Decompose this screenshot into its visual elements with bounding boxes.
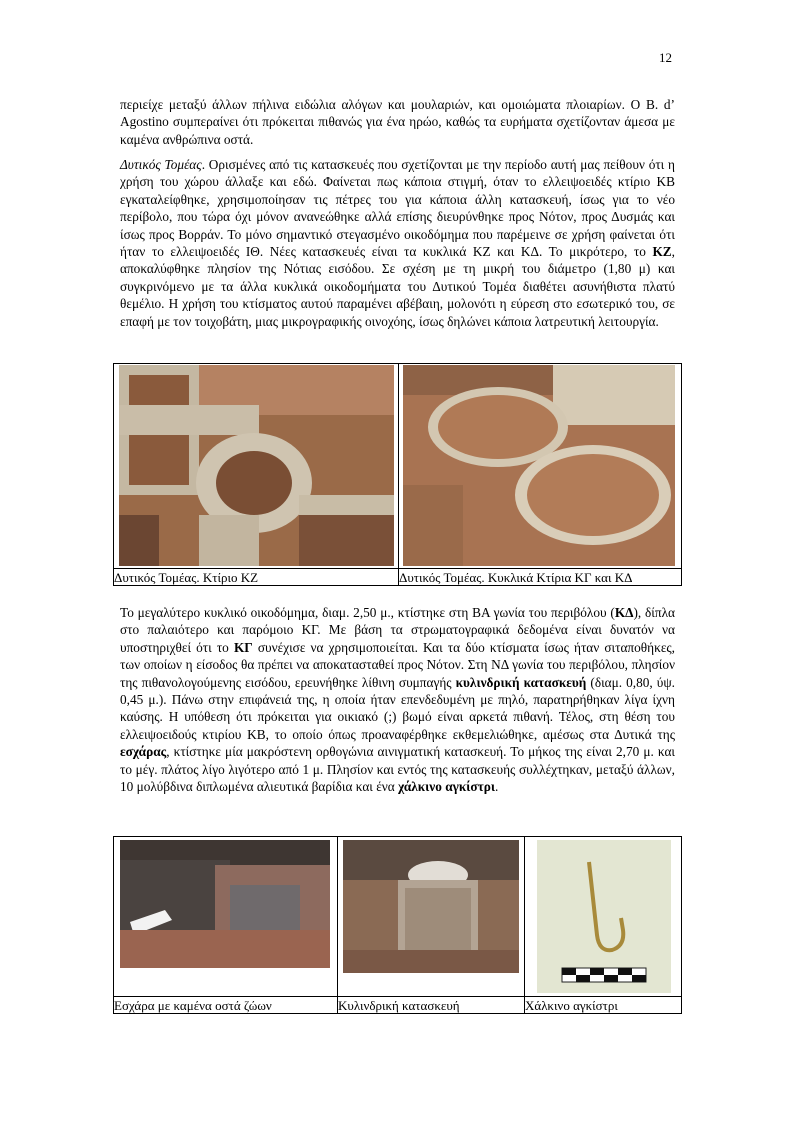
figure-cell xyxy=(399,364,682,569)
figure-caption: Χάλκινο αγκίστρι xyxy=(525,997,682,1014)
bold-term: εσχάρας xyxy=(120,744,167,760)
bold-term: χάλκινο αγκίστρι xyxy=(398,779,495,795)
bold-term: κυλινδρική κατασκευή xyxy=(455,674,587,690)
paragraph-text: Το μεγαλύτερο κυκλικό οικοδόμημα, διαμ. 2,50 μ., κτίστηκε στη ΒΑ γωνία του περιβόλου ( xyxy=(120,605,615,620)
section-heading: Δυτικός Τομέας xyxy=(120,157,202,172)
figure-table-buildings xyxy=(113,363,682,586)
figure-caption: Δυτικός Τομέας. Κυκλικά Κτίρια ΚΓ και ΚΔ xyxy=(399,569,682,586)
photo-hearth xyxy=(120,840,330,968)
photo-circular-buildings xyxy=(403,365,675,566)
paragraph-large-building xyxy=(120,604,675,795)
paragraph-text: (διαμ. 0,80, ύψ. 0,45 μ.). Πάνω στην επιφάνειά της, η οποία ήταν επενδεδυμένη με πηλό, παρατηρήθηκαν λίγα ίχνη καύσης. Η υπόθεση ότι πρόκειται για οικιακό (;) βωμό είναι αρκετά πιθανή. Τέλος, στη θέση του ελλειψοειδούς κτιρίου ΚΒ, το οποίο όπως προαναφέρθηκε εκθεμελιώθηκε, αμέσως στα Δυτικά της xyxy=(120,674,675,742)
paragraph-text: . Ορισμένες από τις κατασκευές που σχετίζονται με την περίοδο αυτή μας πείθουν ότι η χρήση του χώρου άλλαξε και εδώ. Φαίνεται πως κάποια στιγμή, όταν το ελλειψοειδές κτίριο ΚΒ εγκαταλείφθηκε, χρησιμοποίησαν τις πέτρες του για κάποια άλλη κατασκευή, ίσως για το νέο περίβολο, που τώρα όχι μόνον ανανεώθηκε αλλά επίσης διευρύνθηκε προς Νότον, προς Δυσμάς και ίσως προς Βορράν. Το μόνο σημαντικό στεγασμένο οικοδόμημα που παρέμεινε σε χρήση φαίνεται ότι ήταν το ελλειψοειδές ΙΘ. Νέες κατασκευές είναι τα κυκλικά ΚΖ και ΚΔ. Το μικρότερο, το xyxy=(120,157,675,260)
photo-cylindrical-structure xyxy=(343,840,519,973)
figure-cell xyxy=(114,364,399,569)
photo-building-kz xyxy=(119,365,394,566)
paragraph-western-sector xyxy=(120,156,675,330)
figure-cell xyxy=(525,837,682,997)
paragraph-intro xyxy=(120,96,675,148)
paragraph-text: . xyxy=(494,779,499,795)
figure-caption: Δυτικός Τομέας. Κτίριο ΚΖ xyxy=(114,569,399,586)
figure-cell xyxy=(338,837,525,997)
paragraph-text: , αποκαλύφθηκε πλησίον της Νότιας εισόδου. Σε σχέση με τη μικρή του διάμετρο (1,80 μ) και συγκρινόμενο με τα άλλα κυκλικά οικοδομήματα του Δυτικού Τομέα διαθέτει ασυνήθιστα πλατύ θεμέλιο. Η χρήση του κτίσματος αυτού παραμένει αβέβαιη, μολονότι η εύρεση στο εσωτερικό του, σε επαφή με τον τοιχοβάτη, μιας μικρογραφικής οινοχόης, ίσως δηλώνει κάποια λατρευτική λειτουργία. xyxy=(120,244,675,329)
page-number: 12 xyxy=(659,50,672,65)
photo-bronze-hook xyxy=(537,840,671,993)
bold-term: ΚΓ xyxy=(233,639,253,655)
paragraph-text: περιείχε μεταξύ άλλων πήλινα ειδώλια αλόγων και μουλαριών, και ομοιώματα πλοιαρίων. Ο Β. d’ Agostino συμπεραίνει ότι πρόκειται πιθανώς για ένα ηρώο, καθώς τα ευρήματα σχετίζονταν άμεσα με καμένα ανθρώπινα οστά. xyxy=(120,97,675,147)
figure-table-finds xyxy=(113,836,682,1014)
bold-term: ΚΖ xyxy=(652,244,672,260)
figure-caption: Κυλινδρική κατασκευή xyxy=(338,997,525,1014)
paragraph-text: , κτίστηκε μία μακρόστενη ορθογώνια αινιγματική κατασκευή. Το μήκος της είναι 2,70 μ. και το μέγ. πλάτος λίγο λιγότερο από 1 μ. Πλησίον και εντός της κατασκευής συλλέχτηκαν, μεταξύ άλλων, 10 μολύβδινα διπλωμένα αλιευτικά βαρίδια και ένα xyxy=(120,744,675,795)
figure-cell xyxy=(114,837,338,997)
paragraph-text: συνέχισε να χρησιμοποιείται. Και τα δύο κτίσματα ίσως ήταν σιταποθήκες, των οποίων η είσοδος θα πρέπει να αποκατασταθεί προς Νότον. Στη ΝΔ γωνία του περιβόλου, πλησίον της πιθανολογούμενης εισόδου, ερευνήθηκε λίθινη συμπαγής xyxy=(120,639,675,690)
bold-term: ΚΔ xyxy=(614,605,634,620)
paragraph-text: ), δίπλα στο παλαιότερο και παρόμοιο ΚΓ. Με βάση τα στρωματογραφικά δεδομένα είναι δυνατόν να υποστηριχθεί ότι το xyxy=(120,605,676,655)
figure-caption: Εσχάρα με καμένα οστά ζώων xyxy=(114,997,338,1014)
